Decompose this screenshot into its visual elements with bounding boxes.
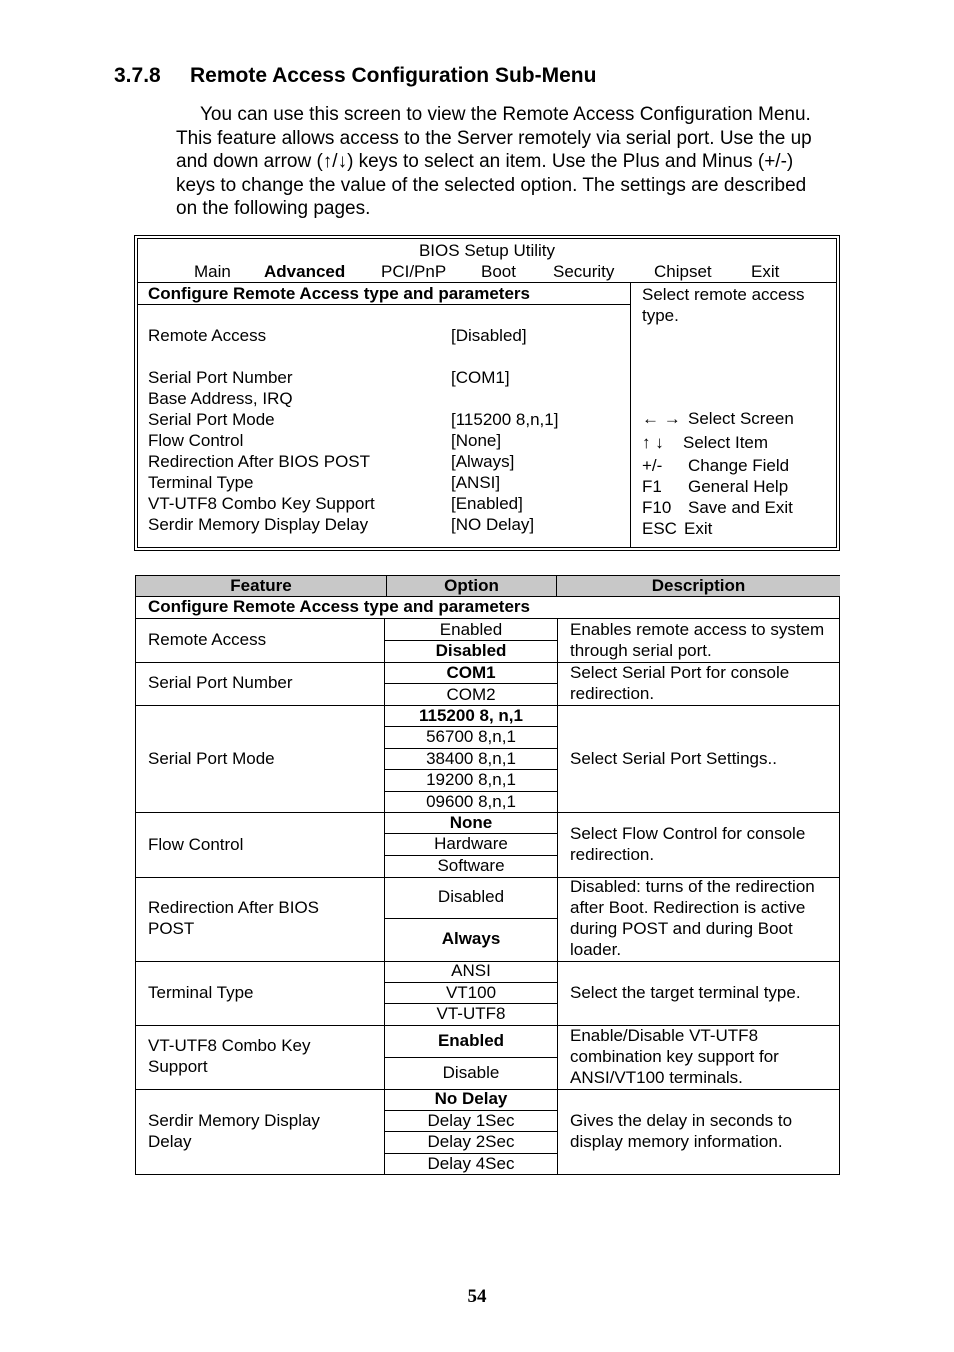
bios-key-exit bbox=[642, 519, 712, 539]
option-divider bbox=[385, 918, 557, 919]
bios-setting-memory-delay[interactable]: Serdir Memory Display Delay bbox=[148, 515, 369, 534]
bios-menu-advanced[interactable]: Advanced bbox=[264, 262, 346, 281]
bios-setting-redirection[interactable]: Redirection After BIOS POST bbox=[148, 452, 371, 471]
bios-menu-main[interactable]: Main bbox=[194, 262, 231, 281]
description-terminal-type: Select the target terminal type. bbox=[570, 983, 801, 1002]
option-disabled: Disabled bbox=[435, 641, 507, 660]
bios-setting-combo-key[interactable]: VT-UTF8 Combo Key Support bbox=[148, 494, 375, 513]
option-always: Always bbox=[441, 929, 501, 948]
description-flow-control: Select Flow Control for console redirection. bbox=[570, 824, 806, 864]
bios-setting-serial-port-mode[interactable]: Serial Port Mode bbox=[148, 410, 275, 429]
bios-value-serial-port-mode[interactable]: [115200 8,n,1] bbox=[451, 410, 559, 429]
bios-value-redirection[interactable]: [Always] bbox=[451, 452, 515, 471]
option-software: Software bbox=[437, 856, 505, 875]
bios-menu-exit[interactable]: Exit bbox=[751, 262, 780, 281]
bios-value-combo-key[interactable]: [Enabled] bbox=[451, 494, 523, 513]
option-delay-1sec: Delay 1Sec bbox=[427, 1111, 515, 1130]
option-ansi: ANSI bbox=[451, 961, 491, 980]
bios-setting-serial-port-number[interactable]: Serial Port Number bbox=[148, 368, 293, 387]
option-disable: Disable bbox=[442, 1063, 500, 1082]
bios-section-title: Configure Remote Access type and parameters bbox=[148, 284, 530, 303]
bios-key-f1: F1 bbox=[642, 477, 662, 496]
feature-memory-delay: Serdir Memory Display Delay bbox=[148, 1111, 320, 1151]
description-redirection: Disabled: turns of the redirection after Boot. Redirection is active during POST and during Boot loader. bbox=[570, 877, 815, 959]
option-vt-utf8: VT-UTF8 bbox=[436, 1004, 506, 1023]
bios-value-flow-control[interactable]: [None] bbox=[451, 431, 502, 450]
bios-key-plus-minus: +/- bbox=[642, 456, 663, 475]
bios-help-text: Select remote access type. bbox=[642, 285, 805, 325]
page-number: 54 bbox=[467, 1286, 487, 1307]
header-option: Option bbox=[386, 576, 557, 596]
option-115200: 115200 8, n,1 bbox=[419, 706, 523, 725]
bios-divider bbox=[138, 282, 836, 283]
section-title: Remote Access Configuration Sub-Menu bbox=[190, 64, 597, 87]
bios-menu-pcipnp[interactable]: PCI/PnP bbox=[381, 262, 447, 281]
header-feature: Feature bbox=[136, 576, 386, 596]
bios-key-arrows-lr: ← → bbox=[642, 409, 681, 428]
option-19200: 19200 8,n,1 bbox=[426, 770, 516, 789]
description-combo-key: Enable/Disable VT-UTF8 combination key support for ANSI/VT100 terminals. bbox=[570, 1026, 779, 1087]
option-com1: COM1 bbox=[446, 663, 496, 682]
bios-menu-chipset[interactable]: Chipset bbox=[654, 262, 712, 281]
bios-value-memory-delay[interactable]: [NO Delay] bbox=[451, 515, 535, 534]
bios-frame bbox=[137, 238, 837, 548]
feature-serial-port-mode: Serial Port Mode bbox=[148, 749, 275, 768]
feature-table bbox=[135, 575, 840, 1175]
bios-value-terminal-type[interactable]: [ANSI] bbox=[451, 473, 501, 492]
feature-serial-port-number: Serial Port Number bbox=[148, 673, 293, 692]
option-vt100: VT100 bbox=[445, 983, 497, 1002]
bios-screen bbox=[134, 235, 840, 551]
bios-setting-remote-access[interactable]: Remote Access bbox=[148, 326, 267, 345]
bios-key-save-exit bbox=[642, 498, 793, 518]
feature-remote-access: Remote Access bbox=[148, 630, 267, 649]
feature-flow-control: Flow Control bbox=[148, 835, 244, 854]
bios-menu-boot[interactable]: Boot bbox=[481, 262, 516, 281]
bios-key-action: Select Screen bbox=[688, 409, 794, 428]
description-serial-port-mode: Select Serial Port Settings.. bbox=[570, 749, 777, 768]
section-number: 3.7.8 bbox=[114, 64, 161, 87]
option-enabled: Enabled bbox=[439, 620, 503, 639]
bios-title: BIOS Setup Utility bbox=[418, 241, 556, 260]
bios-menu-security[interactable]: Security bbox=[553, 262, 615, 281]
bios-setting-base-address: Base Address, IRQ bbox=[148, 389, 293, 408]
option-delay-4sec: Delay 4Sec bbox=[427, 1154, 515, 1173]
intro-text: You can use this screen to view the Remote Access Configuration Menu. This feature allows access to the Server remotely via serial port. Use the up and down arrow (↑/↓) keys to select an item. Use the Plus and Minus (+/-) keys to change the value of the selected option. The settings are described on the following pages. bbox=[176, 104, 812, 219]
description-memory-delay: Gives the delay in seconds to display memory information. bbox=[570, 1111, 793, 1151]
bios-key-arrows-ud: ↑ ↓ bbox=[642, 433, 664, 452]
column-divider bbox=[557, 618, 558, 1174]
option-none: None bbox=[449, 813, 493, 832]
bios-key-select-screen bbox=[642, 409, 794, 429]
description-serial-port-number: Select Serial Port for console redirection. bbox=[570, 663, 790, 703]
bios-key-action: Change Field bbox=[688, 456, 790, 475]
bios-column-divider bbox=[630, 282, 631, 547]
bios-key-select-item bbox=[642, 433, 768, 453]
bios-value-serial-port-number[interactable]: [COM1] bbox=[451, 368, 510, 387]
option-38400: 38400 8,n,1 bbox=[426, 749, 516, 768]
bios-key-action: Select Item bbox=[683, 433, 769, 452]
feature-terminal-type: Terminal Type bbox=[148, 983, 254, 1002]
bios-key-change-field bbox=[642, 456, 789, 476]
option-09600: 09600 8,n,1 bbox=[426, 792, 516, 811]
bios-setting-flow-control[interactable]: Flow Control bbox=[148, 431, 244, 450]
option-56700: 56700 8,n,1 bbox=[426, 727, 516, 746]
bios-setting-terminal-type[interactable]: Terminal Type bbox=[148, 473, 254, 492]
option-disabled: Disabled bbox=[437, 887, 505, 906]
option-hardware: Hardware bbox=[434, 834, 508, 853]
option-com2: COM2 bbox=[446, 685, 496, 704]
bios-key-action: Exit bbox=[684, 519, 713, 538]
bios-value-remote-access[interactable]: [Disabled] bbox=[451, 326, 527, 345]
header-description: Description bbox=[557, 576, 840, 596]
bios-key-f10: F10 bbox=[642, 498, 672, 517]
table-section-title: Configure Remote Access type and parameters bbox=[148, 597, 530, 616]
bios-key-action: Save and Exit bbox=[688, 498, 793, 517]
option-divider bbox=[385, 1057, 557, 1058]
option-delay-2sec: Delay 2Sec bbox=[427, 1132, 515, 1151]
option-no-delay: No Delay bbox=[434, 1089, 508, 1108]
bios-key-esc: ESC bbox=[642, 519, 677, 538]
bios-key-action: General Help bbox=[688, 477, 789, 496]
option-enabled: Enabled bbox=[437, 1031, 505, 1050]
intro-paragraph bbox=[176, 103, 816, 221]
section-heading bbox=[114, 64, 596, 88]
feature-combo-key: VT-UTF8 Combo Key Support bbox=[148, 1036, 311, 1076]
description-remote-access: Enables remote access to system through serial port. bbox=[570, 620, 825, 660]
bios-section-divider bbox=[138, 304, 630, 305]
feature-redirection: Redirection After BIOS POST bbox=[148, 898, 320, 938]
bios-key-general-help bbox=[642, 477, 788, 497]
